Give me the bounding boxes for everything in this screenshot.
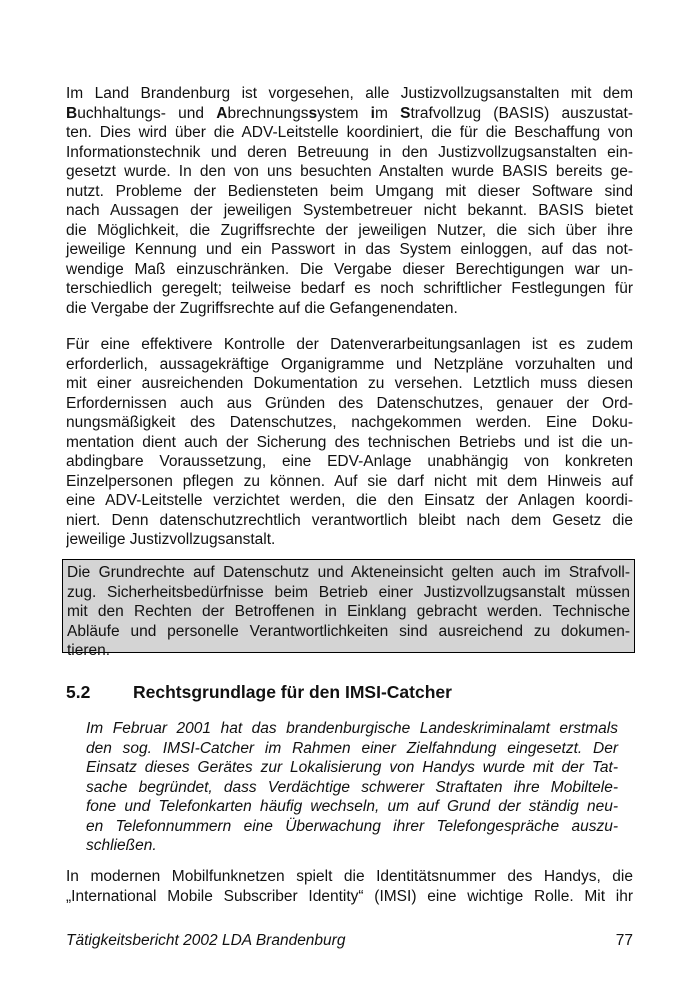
- paragraph-documentation: [66, 335, 633, 550]
- text-fragment: trafvollzug (BASIS) auszustat-: [410, 104, 633, 122]
- text-line: en Telefonnummern eine Überwachung ihrer Telefongespräche auszu-: [86, 817, 618, 835]
- acronym-letter: s: [308, 104, 318, 122]
- text-line: niert. Denn datenschutzrechtlich verantwortlich bleibt nach dem Gesetz die: [66, 511, 633, 529]
- text-fragment: m: [374, 104, 401, 122]
- text-line: jeweilige Kennung und ein Passwort in das System einloggen, auf das not-: [66, 241, 633, 258]
- section-heading: [66, 681, 452, 703]
- text-line: „International Mobile Subscriber Identity“ (IMSI) eine wichtige Rolle. Mit ihr: [66, 887, 633, 905]
- acronym-letter: B: [66, 104, 78, 122]
- acronym-letter: S: [400, 104, 411, 122]
- text-line: jeweilige Justizvollzugsanstalt.: [66, 531, 276, 548]
- section-number: 5.2: [66, 682, 91, 702]
- text-line: Erfordernissen auch aus Gründen des Datenschutzes, genauer der Ord-: [66, 394, 633, 412]
- text-fragment: uchhaltungs- und: [77, 104, 217, 122]
- text-line: mit den Rechten der Betroffenen in Einklang gebracht werden. Technische: [67, 603, 630, 620]
- page-footer: [66, 931, 633, 951]
- text-line: In modernen Mobilfunknetzen spielt die Identitätsnummer des Handys, die: [66, 868, 633, 885]
- text-fragment: brechnungs: [227, 104, 309, 122]
- text-line: Im Land Brandenburg ist vorgesehen, alle Justizvollzugsanstalten mit dem: [66, 85, 633, 102]
- text-line: Die Grundrechte auf Datenschutz und Akteneinsicht gelten auch im Strafvoll-: [67, 564, 630, 581]
- text-line: nach Aussagen der jeweiligen Systembetreuer nicht bekannt. BASIS bietet: [66, 202, 633, 219]
- text-line: [66, 104, 633, 124]
- text-line: abdingbare Voraussetzung, eine EDV-Anlage unabhängig von konkreten: [66, 453, 633, 470]
- text-line: Im Februar 2001 hat das brandenburgische Landeskriminalamt erstmals: [86, 720, 618, 737]
- text-line: terschiedlich geregelt; teilweise bedarf es noch schriftlicher Festlegungen für: [66, 280, 633, 297]
- summary-box: [62, 559, 635, 659]
- text-line: nutzt. Probleme der Bediensteten beim Umgang mit dieser Software sind: [66, 182, 633, 200]
- section-abstract: [86, 719, 618, 856]
- text-line: den sog. IMSI-Catcher im Rahmen einer Zielfahndung eingesetzt. Der: [86, 739, 618, 757]
- footer-title: Tätigkeitsbericht 2002 LDA Brandenburg: [66, 932, 346, 949]
- text-line: die Vergabe der Zugriffsrechte auf die Gefangenendaten.: [66, 299, 458, 317]
- text-line: tieren.: [67, 642, 111, 659]
- text-line: sache begründet, dass Verdächtige schwerer Straftaten ihre Mobiltele-: [86, 778, 618, 796]
- text-line: Abläufe und personelle Verantwortlichkeiten sind ausreichend zu dokumen-: [67, 622, 630, 640]
- text-line: Einsatz dieses Gerätes zur Lokalisierung von Handys wurde mit der Tat-: [86, 759, 618, 776]
- text-line: gesetzt wurde. In den von uns besuchten Anstalten wurde BASIS bereits ge-: [66, 163, 633, 180]
- text-line: mentation dient auch der Sicherung des technischen Betriebs und ist die un-: [66, 433, 633, 451]
- text-line: die Möglichkeit, die Zugriffsrechte der jeweiligen Nutzer, die sich über ihre: [66, 221, 633, 239]
- paragraph-basis: [66, 84, 633, 318]
- acronym-letter: i: [370, 104, 375, 122]
- summary-text: [67, 563, 630, 661]
- text-line: Einzelpersonen pflegen zu können. Auf sie darf nicht mit dem Hinweis auf: [66, 472, 633, 490]
- text-line: mit einer ausreichenden Dokumentation zu versehen. Letztlich muss diesen: [66, 375, 633, 392]
- text-line: Für eine effektivere Kontrolle der Datenverarbeitungsanlagen ist es zudem: [66, 336, 633, 353]
- paragraph-imsi: [66, 867, 633, 906]
- text-line: wendige Maß einzuschränken. Die Vergabe dieser Berechtigungen war un-: [66, 260, 633, 278]
- text-line: zug. Sicherheitsbedürfnisse beim Betrieb einer Justizvollzugsanstalt müssen: [67, 583, 630, 601]
- text-line: eine ADV-Leitstelle verzichtet werden, die den Einsatz der Anlagen koordi-: [66, 492, 633, 509]
- acronym-letter: A: [216, 104, 228, 122]
- text-line: ten. Dies wird über die ADV-Leitstelle koordiniert, die für die Beschaffung von: [66, 124, 633, 141]
- text-line: fone und Telefonkarten häufig wechseln, um auf Grund der ständig neu-: [86, 798, 618, 815]
- text-line: schließen.: [86, 837, 157, 854]
- text-fragment: ystem: [317, 104, 371, 122]
- text-line: erforderlich, aussagekräftige Organigramme und Netzpläne vorzuhalten und: [66, 355, 633, 373]
- text-line: Informationstechnik und deren Betreuung in den Justizvollzugsanstalten ein-: [66, 143, 633, 161]
- page-number: 77: [615, 932, 633, 949]
- section-title: Rechtsgrundlage für den IMSI-Catcher: [133, 682, 452, 702]
- text-line: nungsmäßigkeit des Datenschutzes, nachgekommen werden. Eine Doku-: [66, 414, 633, 431]
